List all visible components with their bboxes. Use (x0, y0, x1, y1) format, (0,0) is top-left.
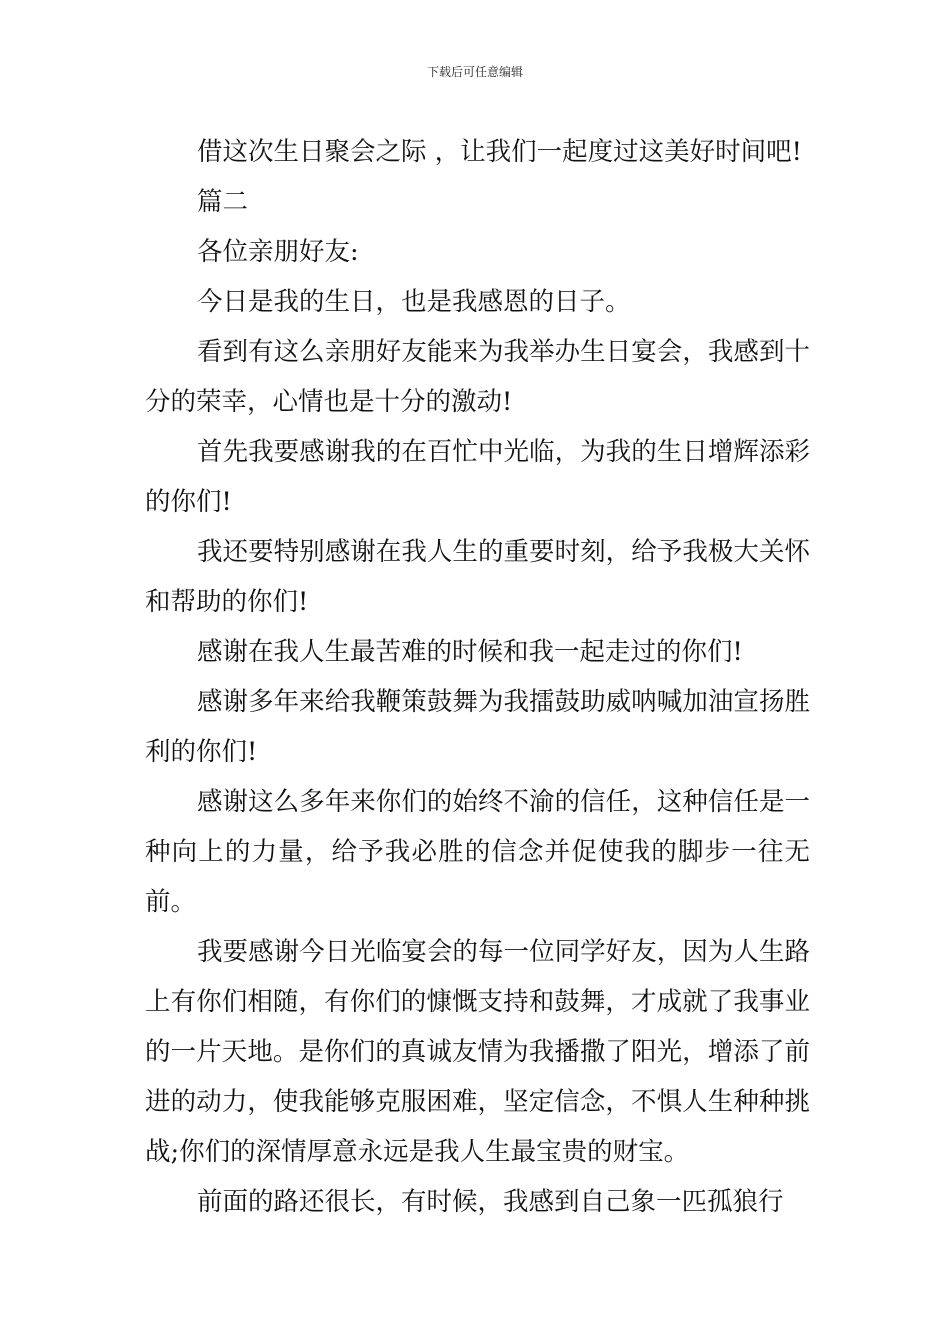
paragraph: 感谢多年来给我鞭策鼓舞为我擂鼓助威呐喊加油宣扬胜利的你们! (145, 687, 810, 767)
paragraph: 感谢这么多年来你们的始终不渝的信任，这种信任是一种向上的力量，给予我必胜的信念并促使我的脚步一往无前。 (145, 787, 810, 917)
paragraph: 前面的路还很长，有时候，我感到自己象一匹孤狼行 (197, 1187, 784, 1217)
section-heading: 篇二 (197, 187, 249, 217)
paragraph: 看到有这么亲朋好友能来为我举办生日宴会，我感到十分的荣幸，心情也是十分的激动! (145, 337, 810, 417)
paragraph: 感谢在我人生最苦难的时候和我一起走过的你们! (197, 637, 743, 667)
salutation: 各位亲朋好友: (197, 237, 359, 267)
paragraph: 首先我要感谢我的在百忙中光临，为我的生日增辉添彩的你们! (145, 437, 810, 517)
page-header: 下载后可任意编辑 (426, 65, 523, 79)
paragraph: 我要感谢今日光临宴会的每一位同学好友，因为人生路上有你们相随，有你们的慷慨支持和鼓舞，才成就了我事业的一片天地。是你们的真诚友情为我播撒了阳光，增添了前进的动力，使我能够克服困难，坚定信念，不惧人生种种挑战;你们的深情厚意永远是我人生最宝贵的财宝。 (145, 937, 810, 1167)
document-body (145, 127, 810, 1227)
paragraph: 我还要特别感谢在我人生的重要时刻，给予我极大关怀和帮助的你们! (145, 537, 810, 617)
paragraph: 今日是我的生日，也是我感恩的日子。 (197, 287, 631, 317)
paragraph: 借这次生日聚会之际 ，让我们一起度过这美好时间吧! (197, 137, 802, 167)
